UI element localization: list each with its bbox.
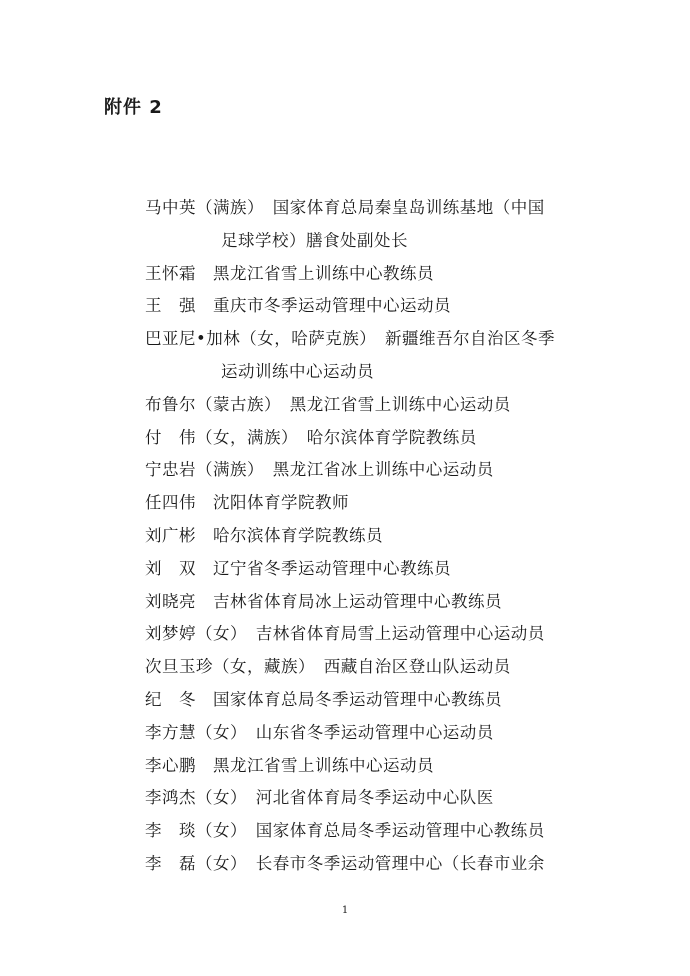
list-item: 任四伟 沈阳体育学院教师 — [145, 493, 349, 513]
list-item: 刘梦婷（女） 吉林省体育局雪上运动管理中心运动员 — [145, 624, 545, 644]
list-item: 李心鹏 黑龙江省雪上训练中心运动员 — [145, 755, 434, 775]
page-number: 1 — [341, 905, 349, 916]
list-item: 刘晓亮 吉林省体育局冰上运动管理中心教练员 — [145, 591, 502, 611]
list-item: 次旦玉珍（女，藏族） 西藏自治区登山队运动员 — [145, 657, 511, 677]
award-list — [145, 192, 615, 881]
list-item: 宁忠岩（满族） 黑龙江省冰上训练中心运动员 — [145, 460, 494, 480]
list-item: 王怀霜 黑龙江省雪上训练中心教练员 — [145, 263, 434, 283]
list-item: 布鲁尔（蒙古族） 黑龙江省雪上训练中心运动员 — [145, 394, 511, 414]
list-item: 李 琰（女） 国家体育总局冬季运动管理中心教练员 — [145, 821, 545, 841]
list-item: 李 磊（女） 长春市冬季运动管理中心（长春市业余 — [145, 853, 545, 873]
list-item: 巴亚尼•加林（女，哈萨克族） 新疆维吾尔自治区冬季 — [145, 329, 555, 349]
list-item: 刘 双 辽宁省冬季运动管理中心教练员 — [145, 558, 451, 578]
list-item: 纪 冬 国家体育总局冬季运动管理中心教练员 — [145, 689, 502, 709]
list-item-continuation: 足球学校）膳食处副处长 — [221, 230, 408, 250]
list-item-continuation: 运动训练中心运动员 — [221, 361, 374, 381]
list-item: 付 伟（女，满族） 哈尔滨体育学院教练员 — [145, 427, 477, 447]
list-item: 马中英（满族） 国家体育总局秦皇岛训练基地（中国 — [145, 198, 545, 217]
list-item: 王 强 重庆市冬季运动管理中心运动员 — [145, 296, 451, 316]
list-item: 李鸿杰（女） 河北省体育局冬季运动中心队医 — [145, 788, 494, 808]
attachment-label: 附件 2 — [104, 97, 163, 118]
list-item: 刘广彬 哈尔滨体育学院教练员 — [145, 525, 383, 545]
list-item: 李方慧（女） 山东省冬季运动管理中心运动员 — [145, 722, 494, 742]
